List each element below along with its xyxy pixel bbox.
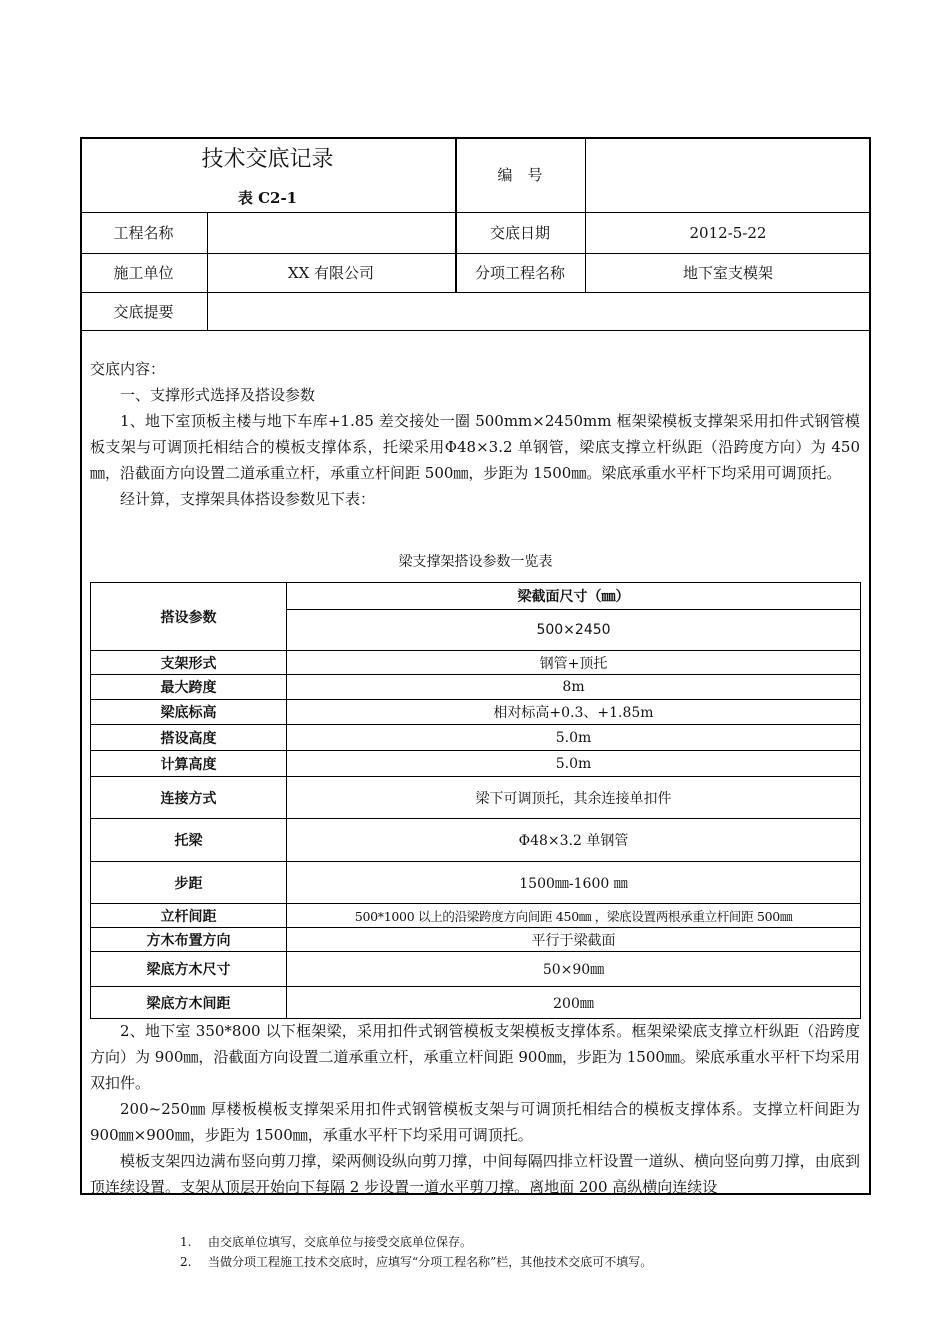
row-label: 方木布置方向: [91, 928, 287, 952]
paragraph-2: 经计算，支撑架具体搭设参数见下表：: [120, 490, 376, 508]
table-row: [91, 904, 861, 928]
row-value: 200㎜: [287, 987, 861, 1019]
row-value: 500*1000 以上的沿梁跨度方向间距 450㎜ ，梁底设置两根承重立杆间距 500㎜: [287, 904, 861, 928]
row-label: 支架形式: [91, 651, 287, 675]
footnote-text: 当做分项工程施工技术交底时，应填写“分项工程名称”栏，其他技术交底可不填写。: [208, 1255, 653, 1269]
row-label: 托梁: [91, 819, 287, 862]
row-label: 搭设高度: [91, 725, 287, 751]
row-value: 5.0m: [287, 725, 861, 751]
footnote: [180, 1232, 652, 1252]
row-value: 平行于梁截面: [287, 928, 861, 952]
table-row: [91, 819, 861, 862]
param-header: 搭设参数: [91, 583, 287, 651]
row-value: 钢管+顶托: [287, 651, 861, 675]
project-name-value: [207, 212, 455, 253]
date-value: 2012-5-22: [689, 223, 767, 242]
grid-line: [80, 330, 871, 331]
content-continued: [90, 1018, 860, 1200]
table-row: [91, 777, 861, 819]
company-value: XX 有限公司: [287, 264, 375, 282]
table-row: [91, 952, 861, 987]
footnotes: [180, 1232, 652, 1272]
row-label: 立杆间距: [91, 904, 287, 928]
footnote: [180, 1252, 652, 1272]
content-intro-text: 交底内容：: [90, 360, 166, 378]
form-number: 表 C2-1: [237, 188, 298, 207]
content-intro: [90, 356, 860, 512]
table-caption: 梁支撑架搭设参数一览表: [398, 554, 553, 570]
project-name-label: 工程名称: [113, 224, 174, 242]
number-label: 编 号: [497, 166, 543, 184]
row-value: 1500㎜-1600 ㎜: [287, 862, 861, 904]
table-row: [91, 862, 861, 904]
table-row: [91, 651, 861, 675]
document-title: 技术交底记录: [201, 146, 334, 172]
paragraph-5: 模板支架四边满布竖向剪刀撑，梁两侧设纵向剪刀撑，中间每隔四排立杆设置一道纵、横向竖向剪刀撑，由底到顶连续设置。支架从顶层开始向下每隔 2 步设置一道水平剪刀撑。离地面 200 高纵横向连续设: [90, 1152, 860, 1196]
section-header: 梁截面尺寸（㎜）: [287, 583, 861, 610]
row-value: 梁下可调顶托，其余连接单扣件: [287, 777, 861, 819]
table-row: [91, 751, 861, 777]
section-value: 500×2450: [287, 610, 861, 651]
paragraph-1: 1、地下室顶板主楼与地下车库+1.85 差交接处一圈 500mm×2450mm 框架梁模板支撑架采用扣件式钢管模板支架与可调顶托相结合的模板支撑体系，托梁采用Φ48×3.2 单钢管，梁底支撑立杆纵距（沿跨度方向）为 450㎜，沿截面方向设置二道承重立杆，承重立杆间距 500㎜，步距为 1500㎜。梁底承重水平杆下均采用可调顶托。: [90, 412, 860, 482]
section-heading: 一、支撑形式选择及搭设参数: [120, 386, 316, 404]
table-row: [91, 725, 861, 751]
row-value: Φ48×3.2 单钢管: [287, 819, 861, 862]
table-row: [91, 675, 861, 700]
subproject-label: 分项工程名称: [474, 264, 565, 282]
row-label: 最大跨度: [91, 675, 287, 700]
row-value: 相对标高+0.3、+1.85m: [287, 700, 861, 725]
row-label: 计算高度: [91, 751, 287, 777]
table-row: [91, 987, 861, 1019]
number-value: [585, 137, 871, 212]
summary-label: 交底提要: [113, 302, 174, 321]
row-value: 5.0m: [287, 751, 861, 777]
param-table: [90, 582, 861, 1019]
footnote-number: 1.: [180, 1235, 192, 1249]
footnote-number: 2.: [180, 1255, 192, 1269]
row-label: 步距: [91, 862, 287, 904]
company-label: 施工单位: [113, 264, 174, 282]
row-label: 梁底方木间距: [91, 987, 287, 1019]
paragraph-4: 200~250㎜ 厚楼板模板支撑架采用扣件式钢管模板支架与可调顶托相结合的模板支撑体系。支撑立杆间距为 900㎜×900㎜，步距为 1500㎜，承重水平杆下均采用可调顶托。: [90, 1100, 860, 1144]
date-label: 交底日期: [489, 224, 550, 242]
row-label: 梁底方木尺寸: [91, 952, 287, 987]
subproject-value: 地下室支模架: [682, 264, 773, 282]
row-value: 8m: [287, 675, 861, 700]
row-label: 连接方式: [91, 777, 287, 819]
row-label: 梁底标高: [91, 700, 287, 725]
summary-value: [207, 292, 871, 330]
table-row: [91, 700, 861, 725]
row-value: 50×90㎜: [287, 952, 861, 987]
footnote-text: 由交底单位填写，交底单位与接受交底单位保存。: [208, 1235, 473, 1249]
paragraph-3: 2、地下室 350*800 以下框架梁，采用扣件式钢管模板支架模板支撑体系。框架梁梁底支撑立杆纵距（沿跨度方向）为 900㎜，沿截面方向设置二道承重立杆，承重立杆间距 900㎜，步距为 1500㎜。梁底承重水平杆下均采用双扣件。: [90, 1022, 860, 1092]
table-row: [91, 928, 861, 952]
